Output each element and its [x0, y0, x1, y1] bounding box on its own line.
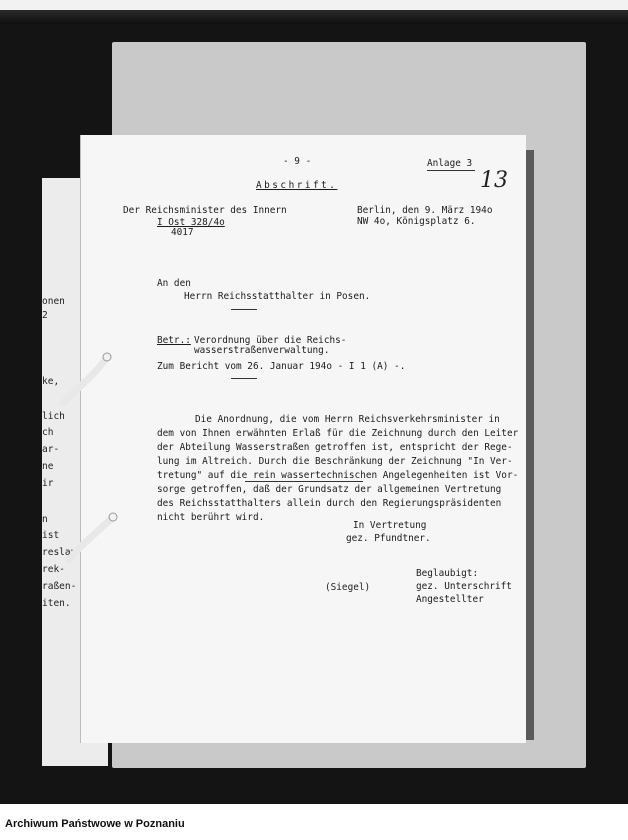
- addressee-line-1: An den: [157, 278, 191, 289]
- left-fragment: iten.: [42, 598, 71, 609]
- left-fragment: ar-: [42, 444, 60, 455]
- body-line: lung im Altreich. Durch die Beschränkung der Zeichnung "In Ver-: [157, 456, 513, 467]
- place-date-line-1: Berlin, den 9. März 194o: [357, 205, 493, 216]
- left-fragment: lich: [42, 411, 65, 422]
- subject-line-1: Verordnung über die Reichs-: [194, 335, 347, 346]
- certification-line-1: Beglaubigt:: [416, 568, 479, 579]
- left-fragment: ne: [42, 461, 54, 472]
- body-line: dem von Ihnen erwähnten Erlaß für die Zeichnung durch den Leiter: [157, 428, 519, 439]
- body-line: des Reichsstatthalters allein durch den Regierungspräsidenten: [157, 498, 502, 509]
- left-fragment: ch: [42, 427, 54, 438]
- top-margin: [0, 0, 628, 10]
- sender-line-2: I Ost 328/4o: [157, 217, 225, 228]
- subject-label: Betr.:: [157, 335, 191, 346]
- sender-line-3: 4017: [171, 227, 194, 238]
- certification-line-2: gez. Unterschrift: [416, 581, 512, 592]
- left-fragment: ir: [42, 478, 54, 489]
- left-fragment: onen: [42, 296, 65, 307]
- left-fragment: 2: [42, 310, 48, 321]
- addressee-line-2: Herrn Reichsstatthalter in Posen.: [184, 291, 371, 302]
- certification-line-3: Angestellter: [416, 594, 484, 605]
- body-line: der Abteilung Wasserstraßen getroffen ist, entspricht der Rege-: [157, 442, 513, 453]
- binding-string-icon: [55, 345, 125, 575]
- page-number: - 9 -: [283, 156, 312, 167]
- film-edge: [0, 10, 628, 24]
- left-fragment: ist: [42, 530, 60, 541]
- sender-line-1: Der Reichsminister des Innern: [123, 205, 287, 216]
- handwritten-number: 13: [480, 168, 508, 193]
- reference-line: Zum Bericht vom 26. Januar 194o - I 1 (A) -.: [157, 361, 406, 372]
- separator: [231, 378, 257, 379]
- left-fragment: ke,: [42, 376, 60, 387]
- body-line: sorge getroffen, daß der Grundsatz der allgemeinen Vertretung: [157, 484, 502, 495]
- body-line: tretung" auf die rein wassertechnischen Angelegenheiten ist Vor-: [157, 470, 519, 481]
- place-date-line-2: NW 4o, Königsplatz 6.: [357, 216, 476, 227]
- left-fragment: rek-: [42, 564, 65, 575]
- signature-line-1: In Vertretung: [353, 520, 427, 531]
- document-heading: Abschrift.: [256, 180, 338, 191]
- archive-caption: Archiwum Państwowe w Poznaniu: [5, 818, 185, 830]
- body-line: Die Anordnung, die vom Herrn Reichsverkehrsminister in: [195, 414, 500, 425]
- body-line: nicht berührt wird.: [157, 512, 265, 523]
- left-fragment: n: [42, 514, 48, 525]
- separator: [231, 309, 257, 310]
- seal-text: (Siegel): [325, 582, 371, 593]
- emphasis-underline: [245, 481, 363, 482]
- left-fragment: reslau: [42, 547, 77, 558]
- attachment-underline: [427, 170, 475, 171]
- subject-line-2: wasserstraßenverwaltung.: [194, 345, 330, 356]
- left-fragment: raßen-: [42, 581, 77, 592]
- signature-line-2: gez. Pfundtner.: [346, 533, 431, 544]
- attachment-label: Anlage 3: [427, 158, 473, 169]
